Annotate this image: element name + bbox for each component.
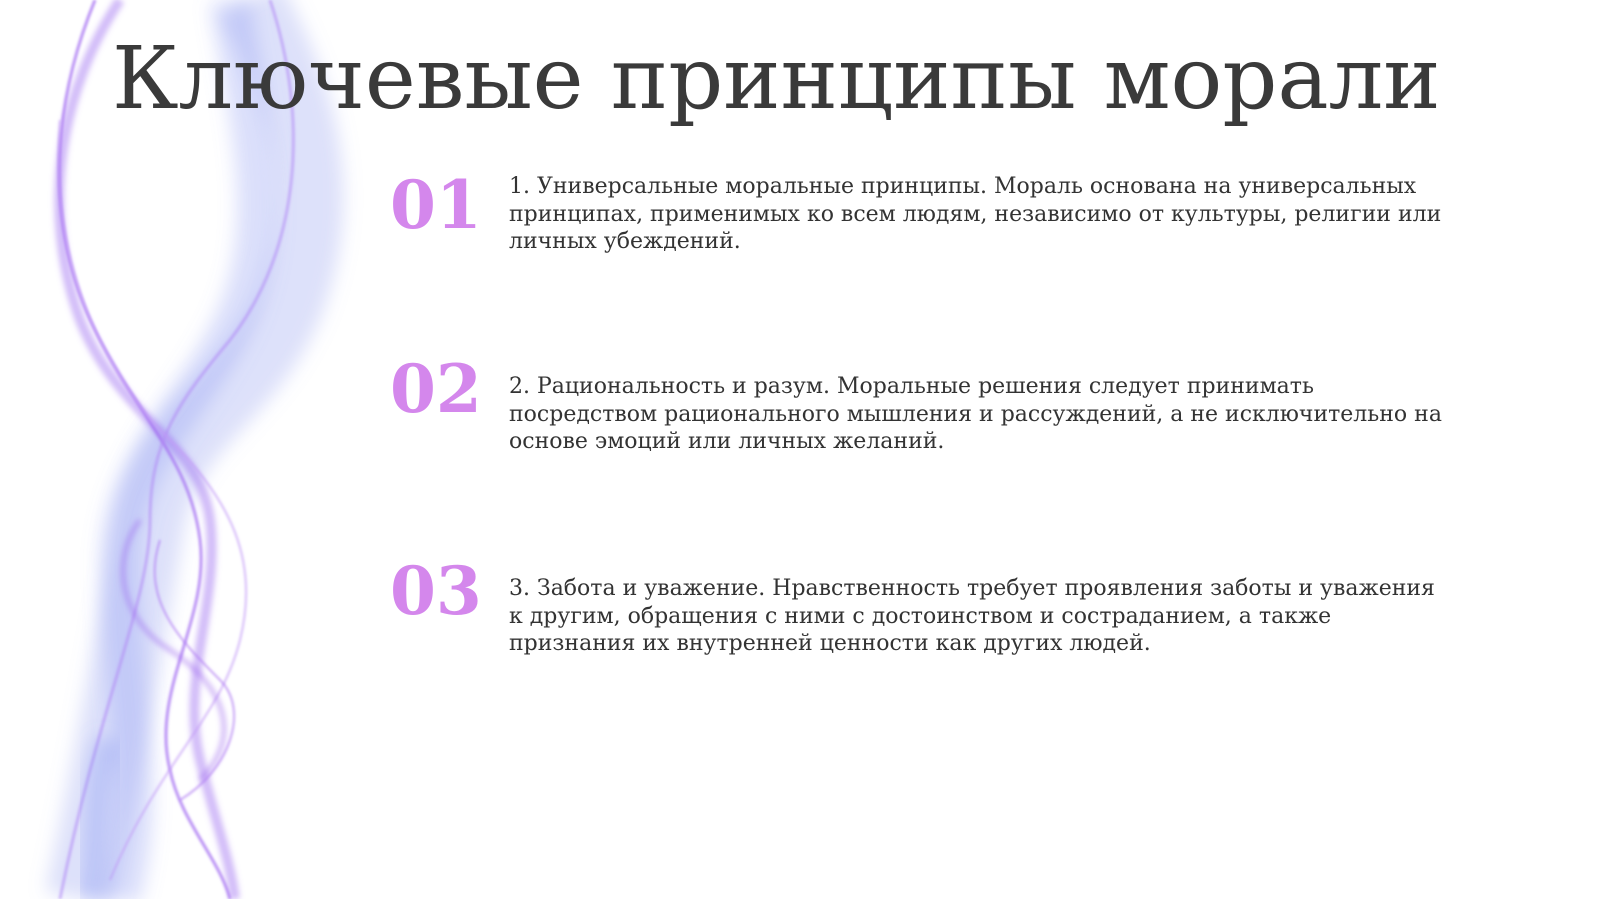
item-text: 1. Универсальные моральные принципы. Мораль основана на универсальных принципах, применимых ко всем людям, независимо от культуры, религии или личных убеждений. — [509, 174, 1442, 254]
item-text: 3. Забота и уважение. Нравственность требует проявления заботы и уважения к другим, обращения с ними с достоинством и состраданием, а также признания их внутренней ценности как других людей. — [509, 576, 1435, 656]
item-number: 02 — [390, 350, 482, 428]
item-number: 03 — [390, 552, 482, 630]
item-number: 01 — [390, 166, 482, 244]
item-text: 2. Рациональность и разум. Моральные решения следует принимать посредством рационального мышления и рассуждений, а не исключительно на основе эмоций или личных желаний. — [509, 374, 1442, 454]
page-title: Ключевые принципы морали — [112, 29, 1441, 129]
